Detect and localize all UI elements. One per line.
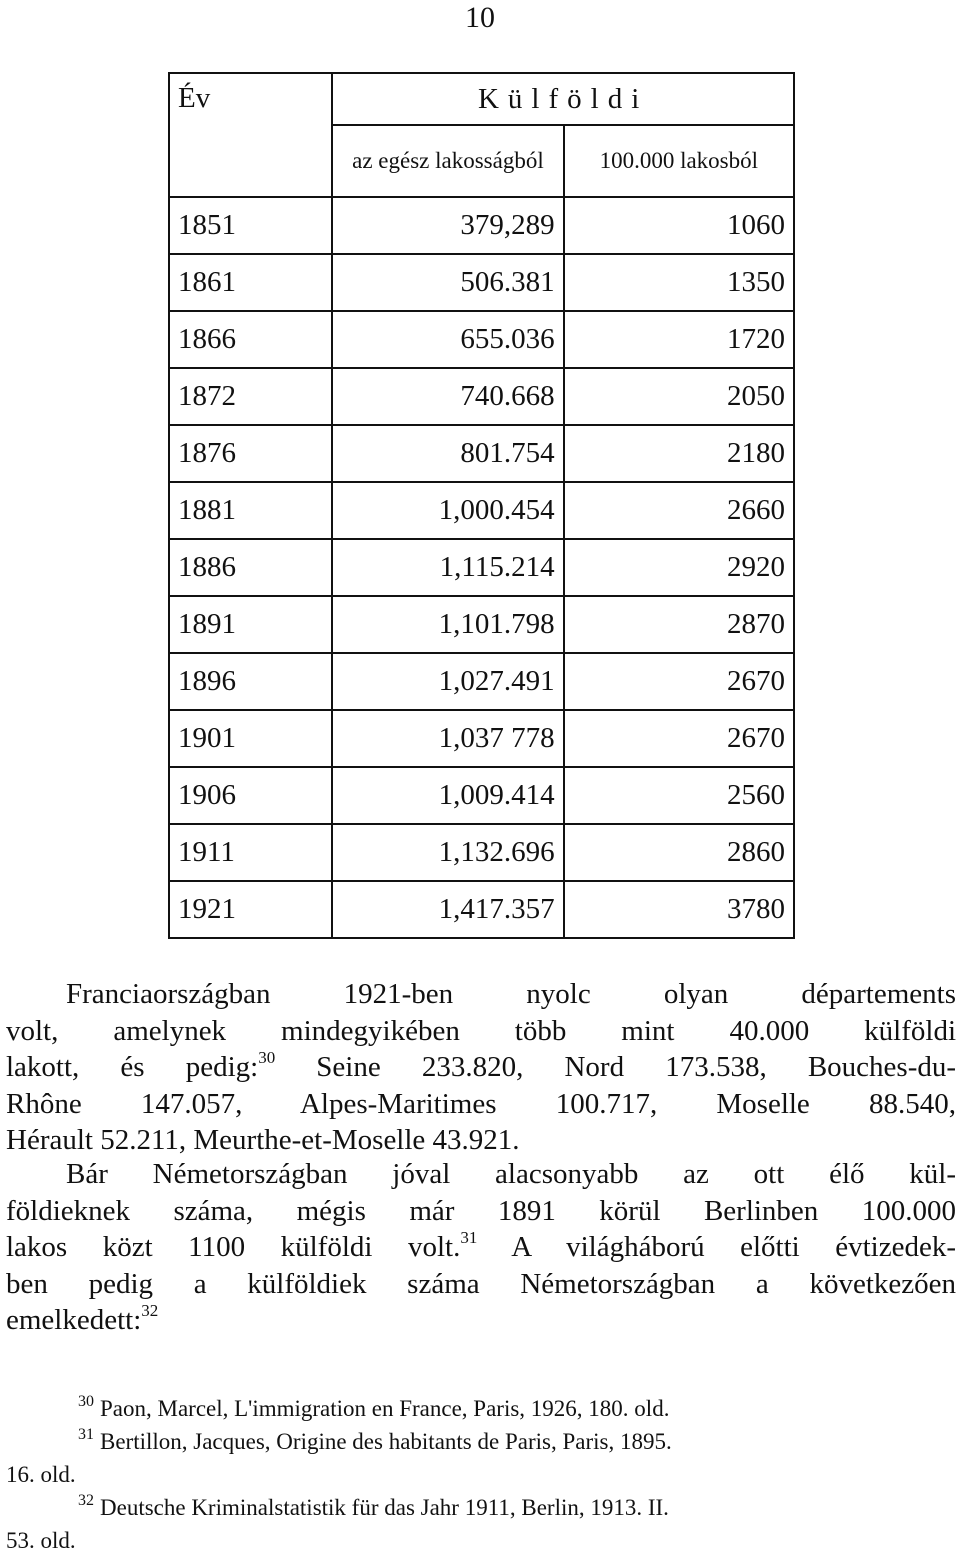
per100k-cell: 2050	[564, 368, 794, 425]
paragraph-line: Hérault 52.211, Meurthe-et-Moselle 43.921.	[6, 1124, 520, 1156]
per100k-cell: 2560	[564, 767, 794, 824]
total-cell: 506.381	[332, 254, 563, 311]
text-run: lakott, és pedig:	[6, 1051, 259, 1083]
table-row	[169, 710, 794, 767]
footnotes	[6, 1392, 956, 1557]
footnote-text: Bertillon, Jacques, Origine des habitants de Paris, Paris, 1895.	[100, 1429, 672, 1454]
footnote-text: Deutsche Kriminalstatistik für das Jahr 1911, Berlin, 1913. II.	[100, 1495, 669, 1520]
year-cell: 1851	[169, 197, 332, 254]
col-total-header: az egész lakosságból	[332, 125, 563, 197]
table-row	[169, 653, 794, 710]
year-cell: 1891	[169, 596, 332, 653]
per100k-cell: 2180	[564, 425, 794, 482]
per100k-cell: 2860	[564, 824, 794, 881]
footnote-ref: 30	[258, 1048, 276, 1068]
footnote-31	[6, 1425, 956, 1458]
paragraph-france	[6, 976, 956, 1159]
paragraph-line: Rhône 147.057, Alpes-Maritimes 100.717, Moselle 88.540,	[6, 1087, 956, 1120]
total-cell: 1,132.696	[332, 824, 563, 881]
total-cell: 801.754	[332, 425, 563, 482]
table-row	[169, 539, 794, 596]
paragraph-line: Franciaországban 1921-ben nyolc olyan départements	[66, 978, 956, 1010]
per100k-cell: 3780	[564, 881, 794, 938]
year-cell: 1921	[169, 881, 332, 938]
footnote-number: 32	[78, 1492, 94, 1509]
footnote-text: Paon, Marcel, L'immigration en France, Paris, 1926, 180. old.	[100, 1396, 670, 1421]
text-run: emelkedett:	[6, 1304, 142, 1336]
foreigners-table	[168, 72, 795, 939]
total-cell: 379,289	[332, 197, 563, 254]
per100k-cell: 2660	[564, 482, 794, 539]
paragraph-line: ben pedig a külföldiek száma Németországban a következően	[6, 1267, 956, 1300]
year-cell: 1906	[169, 767, 332, 824]
year-cell: 1861	[169, 254, 332, 311]
per100k-cell: 1720	[564, 311, 794, 368]
footnote-ref: 32	[141, 1301, 159, 1321]
table-row	[169, 254, 794, 311]
table-row	[169, 482, 794, 539]
paragraph-line: volt, amelynek mindegyikében több mint 40.000 külföldi	[6, 1014, 956, 1047]
total-cell: 740.668	[332, 368, 563, 425]
page-number: 10	[465, 1, 495, 34]
total-cell: 1,101.798	[332, 596, 563, 653]
footnote-number: 31	[78, 1426, 94, 1443]
total-cell: 1,027.491	[332, 653, 563, 710]
year-cell: 1872	[169, 368, 332, 425]
col-per100k-header: 100.000 lakosból	[564, 125, 794, 197]
year-cell: 1896	[169, 653, 332, 710]
table-row	[169, 596, 794, 653]
paragraph-line: földieknek száma, mégis már 1891 körül Berlinben 100.000	[6, 1194, 956, 1227]
per100k-cell: 1350	[564, 254, 794, 311]
year-cell: 1876	[169, 425, 332, 482]
paragraph-line	[6, 1302, 956, 1339]
table-header-row	[169, 73, 794, 125]
footnote-31-continuation: 16. old.	[6, 1462, 76, 1487]
year-header: Év	[169, 73, 332, 197]
year-cell: 1881	[169, 482, 332, 539]
table-row	[169, 767, 794, 824]
total-cell: 1,037 778	[332, 710, 563, 767]
footnote-ref: 31	[460, 1228, 478, 1248]
table-row	[169, 197, 794, 254]
table-row	[169, 368, 794, 425]
paragraph-line	[6, 1049, 956, 1086]
year-cell: 1911	[169, 824, 332, 881]
total-cell: 1,009.414	[332, 767, 563, 824]
table-row	[169, 881, 794, 938]
footnote-number: 30	[78, 1393, 94, 1410]
text-run: Seine 233.820, Nord 173.538, Bouches-du-	[275, 1051, 957, 1083]
table-row	[169, 425, 794, 482]
total-cell: 1,115.214	[332, 539, 563, 596]
table-row	[169, 311, 794, 368]
per100k-cell: 2670	[564, 710, 794, 767]
year-cell: 1886	[169, 539, 332, 596]
paragraph-germany	[6, 1156, 956, 1339]
footnote-30	[6, 1392, 956, 1425]
group-header: Külföldi	[332, 73, 794, 125]
footnote-32-continuation: 53. old.	[6, 1528, 76, 1553]
total-cell: 655.036	[332, 311, 563, 368]
total-cell: 1,417.357	[332, 881, 563, 938]
per100k-cell: 2870	[564, 596, 794, 653]
per100k-cell: 2920	[564, 539, 794, 596]
paragraph-line: Bár Németországban jóval alacsonyabb az ott élő kül-	[66, 1158, 956, 1190]
per100k-cell: 2670	[564, 653, 794, 710]
year-cell: 1901	[169, 710, 332, 767]
paragraph-line	[6, 1229, 956, 1266]
footnote-32	[6, 1491, 956, 1524]
year-cell: 1866	[169, 311, 332, 368]
per100k-cell: 1060	[564, 197, 794, 254]
text-run: A világháború előtti évtizedek-	[477, 1231, 956, 1263]
table-row	[169, 824, 794, 881]
text-run: lakos közt 1100 külföldi volt.	[6, 1231, 461, 1263]
total-cell: 1,000.454	[332, 482, 563, 539]
